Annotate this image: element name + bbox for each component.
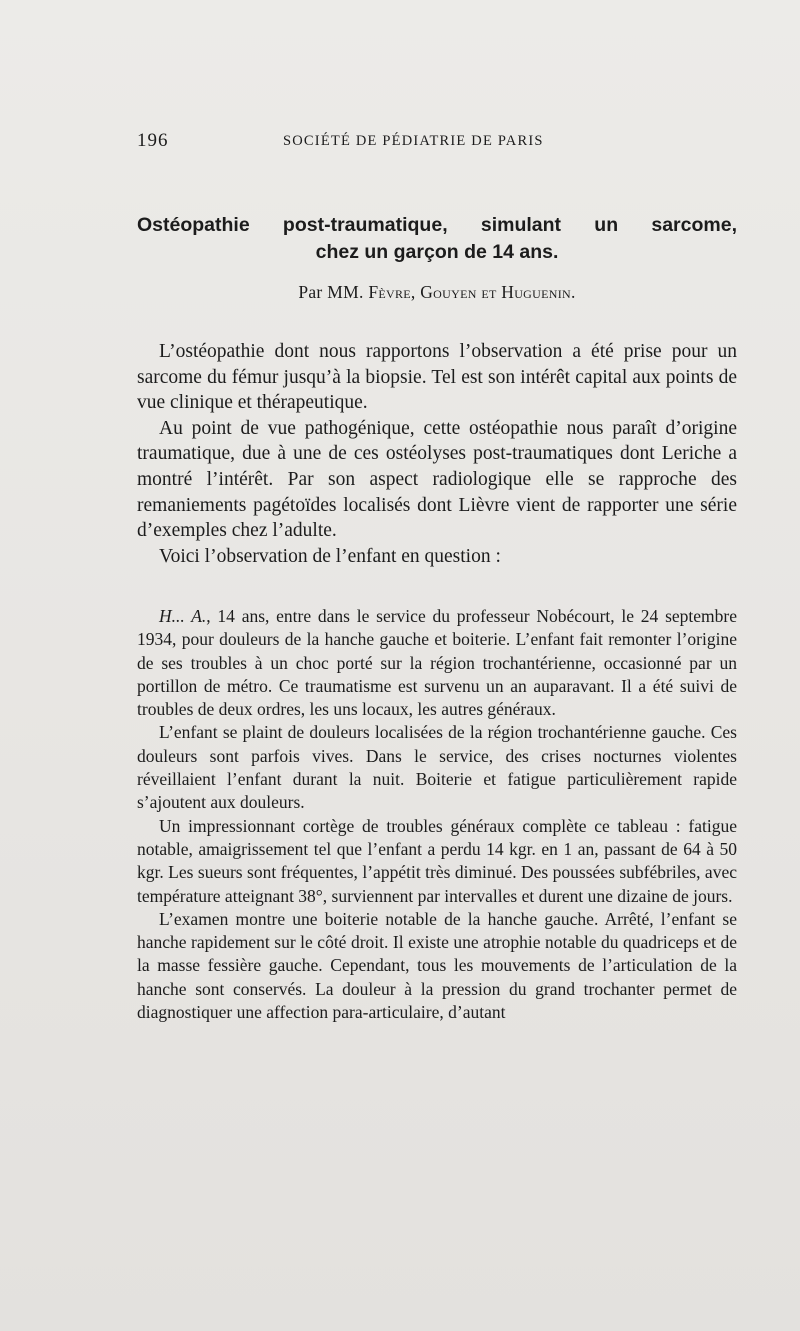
intro-section xyxy=(137,339,737,569)
page-header xyxy=(137,130,737,154)
patient-initials: H... A. xyxy=(159,606,207,626)
case-paragraph: Un impressionnant cortège de troubles généraux complète ce tableau : fatigue notable, amaigrissement tel que l’enfant a perdu 14 kgr. en 1 an, passant de 64 à 50 kgr. Les sueurs sont fréquentes, l’appétit très diminué. Des poussées subfébriles, avec température atteignant 38°, surviennent par intervalles et durent une dizaine de jours. xyxy=(137,815,737,906)
case-paragraph: L’examen montre une boiterie notable de la hanche gauche. Arrêté, l’enfant se hanche rapidement sur le côté droit. Il existe une atrophie notable du quadriceps et de la masse fessière gauche. Cependant, tous les mouvements de l’articulation de la hanche sont conservés. La douleur à la pression du grand trochanter permet de diagnostiquer une affection para-articulaire, d’autant xyxy=(137,908,737,1023)
case-paragraph-text: , 14 ans, entre dans le service du professeur Nobécourt, le 24 septembre 1934, pour douleurs de la hanche gauche et boiterie. L’enfant fait remonter l’origine de ses troubles à un choc porté sur la région trochantérienne, occasionné par un portillon de métro. Ce traumatisme est survenu un an auparavant. Il a été suivi de troubles de deux ordres, les uns locaux, les autres généraux. xyxy=(137,606,737,720)
intro-paragraph: Voici l’observation de l’enfant en question : xyxy=(159,545,501,567)
title-line-2: chez un garçon de 14 ans. xyxy=(315,241,559,263)
intro-paragraph: Au point de vue pathogénique, cette ostéopathie nous paraît d’origine traumatique, due à une de ces ostéolyses post-traumatiques dont Leriche a montré l’intérêt. Par son aspect radiologique elle se rapproche des remaniements pagétoïdes localisés dont Lièvre vient de rapporter une série d’exemples chez l’adulte. xyxy=(137,417,737,542)
article-authors xyxy=(137,282,737,303)
article-title xyxy=(137,212,737,266)
running-head: SOCIÉTÉ DE PÉDIATRIE DE PARIS xyxy=(283,133,544,149)
authors-prefix: Par MM. xyxy=(298,282,364,302)
case-report-section xyxy=(137,605,737,1024)
page-number: 196 xyxy=(137,130,169,151)
authors-names: Fèvre, Gouyen et Huguenin. xyxy=(368,282,576,302)
title-line-1: Ostéopathie post-traumatique, simulant un sarcome, xyxy=(137,214,737,236)
case-paragraph: L’enfant se plaint de douleurs localisées de la région trochantérienne gauche. Ces douleurs sont parfois vives. Dans le service, des crises nocturnes violentes réveillaient l’enfant durant la nuit. Boiterie et fatigue particulièrement rapide s’ajoutent aux douleurs. xyxy=(137,722,737,813)
case-paragraph xyxy=(137,605,737,721)
intro-paragraph: L’ostéopathie dont nous rapportons l’observation a été prise pour un sarcome du fémur jusqu’à la biopsie. Tel est son intérêt capital aux points de vue clinique et thérapeutique. xyxy=(137,341,737,414)
